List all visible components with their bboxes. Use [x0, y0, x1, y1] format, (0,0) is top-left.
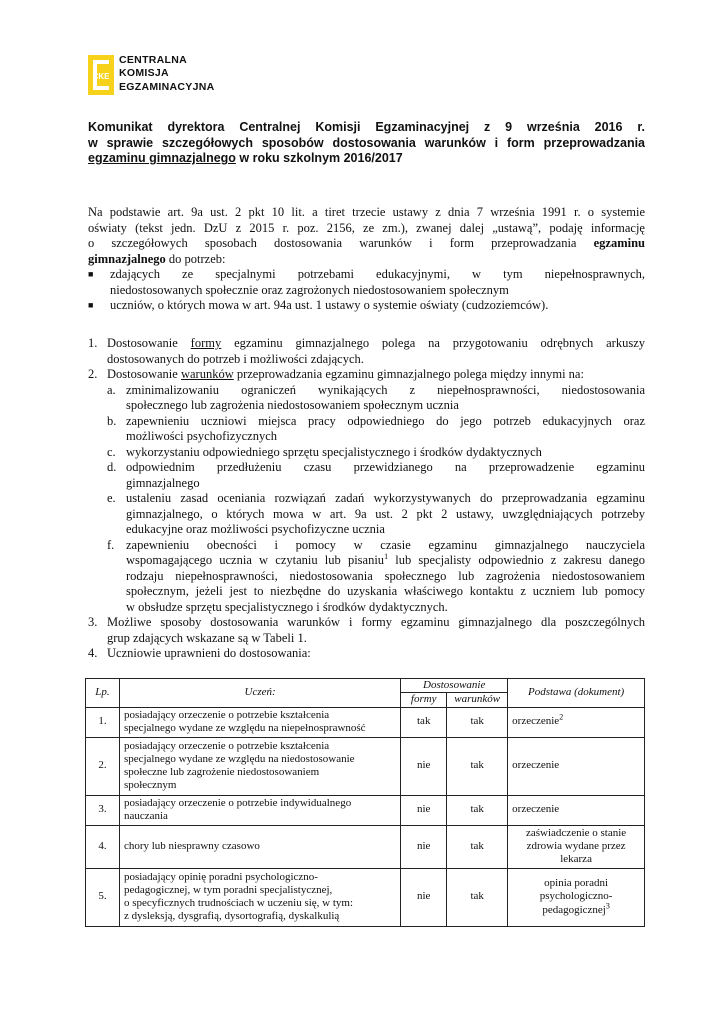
intro-line3-bold: egzaminu [593, 236, 645, 250]
subpoint-f-line3: rodzaju niepełnosprawności, niedostosowania społecznego lub zagrożenia niedostosowaniem [126, 568, 645, 583]
point-number: 2. [88, 367, 98, 381]
logo-mark-text: CKE [92, 72, 110, 81]
subpoint-letter: b. [107, 413, 117, 428]
cell-podstawa-line: lekarza [560, 853, 592, 866]
cell-formy: nie [401, 795, 447, 825]
subpoint-letter: f. [107, 537, 115, 552]
cell-uczen-line: posiadający orzeczenie o potrzebie kształcenia [123, 739, 330, 752]
bullet2-line: uczniów, o których mowa w art. 94a ust. 1 ustawy o systemie oświaty (cudzoziemców). [110, 298, 549, 312]
subpoint-c [107, 445, 645, 461]
intro-line2: oświaty (tekst jedn. DzU z 2015 r. poz. 2156, ze zm.), zwanej dalej „ustawą”, podaję informację [88, 220, 645, 235]
point1-text-a: Dostosowanie [107, 336, 191, 350]
point2-text-a: Dostosowanie [107, 367, 181, 381]
subpoint-b-line1: zapewnieniu uczniowi miejsca pracy odpowiedniego do jego potrzeb edukacyjnych oraz [126, 413, 645, 428]
cell-podstawa-text: orzeczenie [512, 715, 560, 728]
point-4 [88, 646, 645, 662]
point-number: 4. [88, 646, 98, 660]
bullet1-line2: niedostosowanych społecznie oraz zagrożonych niedostosowaniem społecznym [110, 282, 509, 297]
cell-uczen [119, 868, 400, 926]
cell-uczen [119, 737, 400, 795]
square-bullet-icon: ■ [88, 300, 94, 310]
subpoint-a [107, 383, 645, 414]
point2-line1 [107, 367, 645, 383]
cell-warunkow: tak [447, 795, 508, 825]
table-header-row [86, 679, 645, 693]
numbered-list [88, 336, 645, 662]
cell-lp: 4. [86, 825, 120, 868]
square-bullet-icon: ■ [88, 269, 94, 279]
cell-uczen: chory lub niesprawny czasowo [119, 825, 400, 868]
subpoint-letter: a. [107, 382, 116, 397]
cell-podstawa-line [512, 901, 640, 917]
subpoint-letter: c. [107, 444, 116, 459]
intro-line1: Na podstawie art. 9a ust. 2 pkt 10 lit. a tiret trzecie ustawy z dnia 7 września 1991 r. o systemie [88, 205, 645, 219]
cell-uczen-line: o specyficznych trudnościach w uczeniu się, w tym: [123, 897, 354, 910]
eligibility-table [85, 678, 645, 927]
cell-warunkow: tak [447, 868, 508, 926]
table-row [86, 825, 645, 868]
subpoint-f-line2 [126, 553, 645, 569]
intro-line4-rest: do potrzeb: [165, 251, 226, 266]
bullet1-line1: zdających ze specjalnymi potrzebami edukacyjnymi, w tym niepełnosprawnych, [110, 267, 645, 281]
cell-uczen-line: specjalnego wydane ze względu na niedostosowanie [123, 752, 355, 765]
subpoint-b-line2: możliwości psychofizycznych [126, 429, 277, 443]
cell-podstawa: orzeczenie [508, 795, 645, 825]
cell-uczen-line: posiadający opinię poradni psychologiczno- [123, 870, 318, 883]
bullet-item [88, 267, 645, 298]
subpoint-a-line1: zminimalizowaniu ograniczeń wynikających z niepełnosprawności, niedostosowania [126, 382, 645, 397]
subpoint-b [107, 414, 645, 445]
point-number: 1. [88, 336, 98, 350]
title-underlined: egzaminu gimnazjalnego [88, 151, 236, 165]
cell-uczen-line: nauczania [123, 810, 168, 823]
point-1 [88, 336, 645, 367]
point-2 [88, 367, 645, 615]
cell-lp: 3. [86, 795, 120, 825]
intro-line4-bold: gimnazjalnego [88, 251, 166, 266]
subpoint-e-line2: gimnazjalnego, o których mowa w art. 9a ust. 2 pkt 2 ustawy, uwzględniających potrzeby [126, 506, 645, 521]
cell-uczen [119, 795, 400, 825]
cell-warunkow: tak [447, 825, 508, 868]
header-formy: formy [401, 693, 447, 707]
subpoint-f-line5: w obsłudze sprzętu specjalistycznego i środków dydaktycznych. [126, 599, 448, 614]
footnote-ref: 3 [605, 901, 610, 911]
intro-line3 [88, 236, 645, 252]
document-title [88, 120, 645, 167]
cell-podstawa-line: zaświadczenie o stanie [526, 826, 627, 839]
title-line2: w sprawie szczegółowych sposobów dostosowania warunków i form przeprowadzania [88, 135, 645, 150]
cell-formy: nie [401, 825, 447, 868]
cell-uczen-line: pedagogicznej, w tym poradni specjalistycznej, [123, 883, 333, 896]
cell-podstawa-line: zdrowia wydane przez [526, 839, 626, 852]
cell-podstawa [508, 825, 645, 868]
point2-underlined: warunków [180, 367, 234, 381]
cell-formy: nie [401, 737, 447, 795]
cell-uczen-line: z dysleksją, dysgrafią, dysortografią, dyskalkulią [123, 910, 340, 923]
logo-line1: CENTRALNA [119, 54, 188, 66]
subpoint-e-line1: ustaleniu zasad oceniania rozwiązań zadań wykorzystywanych do przeprowadzania egzaminu [126, 491, 645, 505]
point1-text-b: egzaminu gimnazjalnego polega na przygotowaniu odrębnych arkuszy [221, 336, 646, 350]
cell-warunkow: tak [447, 737, 508, 795]
header-lp: Lp. [86, 679, 120, 708]
logo-line3: EGZAMINACYJNA [119, 80, 215, 93]
point2-text-b: przeprowadzania egzaminu gimnazjalnego polega między innymi na: [233, 367, 584, 381]
bullet-item [88, 298, 645, 314]
header-podstawa: Podstawa (dokument) [508, 679, 645, 708]
title-line3 [88, 151, 645, 167]
subpoint-d-line1: odpowiednim przedłużeniu czasu przewidzianego na przeprowadzenie egzaminu [126, 460, 645, 474]
table-row [86, 795, 645, 825]
header-dostosowanie: Dostosowanie [401, 679, 508, 693]
subpoint-f-line2a: wspomagającego ucznia w czytaniu lub pisaniu [126, 553, 385, 567]
cell-uczen-line: posiadający orzeczenie o potrzebie kształcenia [123, 708, 330, 721]
cell-podstawa-line: opinia poradni [544, 877, 609, 890]
subpoint-e-line3: edukacyjne oraz możliwości psychofizyczne ucznia [126, 522, 385, 536]
point-3 [88, 615, 645, 646]
header-uczen: Uczeń: [119, 679, 400, 708]
table-row [86, 737, 645, 795]
table-row [86, 868, 645, 926]
subpoint-c-line1: wykorzystaniu odpowiedniego sprzętu specjalistycznego i środków dydaktycznych [126, 444, 542, 459]
cell-lp: 2. [86, 737, 120, 795]
cell-podstawa: orzeczenie [508, 737, 645, 795]
cell-uczen-line: społeczne lub zagrożenie niedostosowaniem [123, 766, 320, 779]
cell-formy: tak [401, 707, 447, 737]
subpoint-f [107, 538, 645, 616]
table-row [86, 707, 645, 737]
title-line3-rest: w roku szkolnym 2016/2017 [235, 151, 403, 165]
subpoint-f-line2b: lub specjalisty odpowiednio z zakresu danego [388, 553, 645, 567]
cke-logo [88, 52, 248, 100]
intro-line3-start: o szczegółowych sposobach dostosowania warunków i form przeprowadzania [88, 236, 594, 250]
cell-formy: nie [401, 868, 447, 926]
cell-lp: 5. [86, 868, 120, 926]
subpoint-letter: e. [107, 491, 116, 505]
point1-underlined: formy [190, 336, 222, 350]
cell-lp: 1. [86, 707, 120, 737]
cell-podstawa-line: psychologiczno- [539, 890, 613, 903]
cke-logo-mark [88, 55, 114, 95]
header-warunkow: warunków [447, 693, 508, 707]
point3-line2: grup zdających wskazane są w Tabeli 1. [107, 630, 307, 645]
title-line1: Komunikat dyrektora Centralnej Komisji Egzaminacyjnej z 9 września 2016 r. [88, 120, 645, 134]
logo-line2: KOMISJA [119, 67, 169, 80]
subpoint-d-line2: gimnazjalnego [126, 475, 200, 490]
subpoint-a-line2: społecznego lub zagrożenia niedostosowaniem społecznym ucznia [126, 398, 459, 412]
cell-podstawa [508, 868, 645, 926]
subpoint-d [107, 460, 645, 491]
cell-uczen-line: społecznym [123, 779, 177, 792]
cell-podstawa [508, 707, 645, 737]
intro-paragraph [88, 205, 645, 314]
subpoint-f-line1: zapewnieniu obecności i pomocy w czasie egzaminu gimnazjalnego nauczyciela [126, 537, 645, 552]
footnote-ref: 1 [384, 551, 389, 561]
subpoint-e [107, 491, 645, 538]
point-number: 3. [88, 615, 98, 629]
point1-line2: dostosowanych do potrzeb i możliwości zdających. [107, 351, 364, 366]
cell-uczen-line: posiadający orzeczenie o potrzebie indywidualnego [123, 796, 352, 809]
logo-wordmark [119, 54, 215, 94]
point1-line1 [107, 336, 645, 352]
intro-line4 [88, 252, 645, 268]
subpoint-f-line4: społecznym, jeżeli jest to niezbędne do uzyskania właściwego kontaktu z uczniem lub pomocy [126, 584, 645, 598]
point3-line1: Możliwe sposoby dostosowania warunków i formy egzaminu gimnazjalnego dla poszczególnych [107, 615, 645, 629]
footnote-ref: 2 [559, 712, 564, 722]
point4-line1: Uczniowie uprawnieni do dostosowania: [107, 646, 311, 660]
cell-podstawa-text: pedagogicznej [542, 903, 606, 916]
cell-uczen [119, 707, 400, 737]
subpoint-letter: d. [107, 460, 117, 474]
cell-uczen-line: specjalnego wydane ze względu na niepełnosprawność [123, 722, 366, 735]
cell-warunkow: tak [447, 707, 508, 737]
